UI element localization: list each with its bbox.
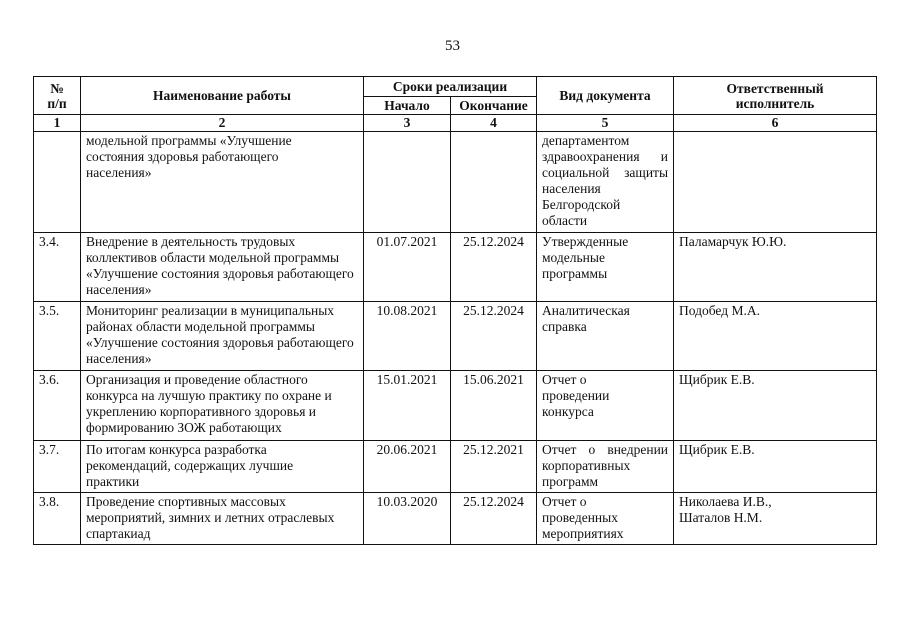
row-resp: Николаева И.В., Шаталов Н.М. [674,493,877,545]
row-resp [674,132,877,233]
table-row [34,302,877,371]
row-end: 25.12.2024 [451,493,537,545]
col-number: 6 [674,115,877,132]
row-resp: Паламарчук Ю.Ю. [674,233,877,302]
row-name: модельной программы «Улучшение состояния здоровья работающего населения» [81,132,364,233]
row-end: 25.12.2021 [451,441,537,493]
row-num: 3.7. [34,441,81,493]
row-num: 3.6. [34,371,81,441]
row-num: 3.4. [34,233,81,302]
row-start [364,132,451,233]
row-end [451,132,537,233]
table-row [34,493,877,545]
row-end: 25.12.2024 [451,233,537,302]
row-start: 15.01.2021 [364,371,451,441]
row-num: 3.8. [34,493,81,545]
row-end: 25.12.2024 [451,302,537,371]
header-end: Окончание [451,97,537,115]
row-name: Организация и проведение областного конкурса на лучшую практику по охране и укреплению корпоративного здоровья и формированию ЗОЖ работающих [81,371,364,441]
row-resp: Щибрик Е.В. [674,441,877,493]
row-resp: Щибрик Е.В. [674,371,877,441]
row-start: 20.06.2021 [364,441,451,493]
row-num [34,132,81,233]
row-num: 3.5. [34,302,81,371]
row-name: Мониторинг реализации в муниципальных районах области модельной программы «Улучшение состояния здоровья работающего населения» [81,302,364,371]
row-doc: департаментом здравоохранения и социальной защиты населения Белгородской области [537,132,674,233]
table-row [34,371,877,441]
row-start: 01.07.2021 [364,233,451,302]
row-doc: Отчет о проведенных мероприятиях [537,493,674,545]
table-row [34,132,877,233]
header-name: Наименование работы [81,77,364,115]
header-doc: Вид документа [537,77,674,115]
work-plan-table [33,76,877,545]
row-end: 15.06.2021 [451,371,537,441]
row-doc: Утвержденные модельные программы [537,233,674,302]
header-terms: Сроки реализации [364,77,537,97]
table-row [34,233,877,302]
table-row [34,441,877,493]
row-start: 10.08.2021 [364,302,451,371]
row-start: 10.03.2020 [364,493,451,545]
row-name: По итогам конкурса разработка рекомендаций, содержащих лучшие практики [81,441,364,493]
row-resp: Подобед М.А. [674,302,877,371]
column-numbers-row [34,115,877,132]
col-number: 4 [451,115,537,132]
row-doc: Аналитическая справка [537,302,674,371]
row-name: Проведение спортивных массовых мероприятий, зимних и летних отраслевых спартакиад [81,493,364,545]
row-name: Внедрение в деятельность трудовых коллективов области модельной программы «Улучшение состояния здоровья работающего населения» [81,233,364,302]
row-doc: Отчет о проведении конкурса [537,371,674,441]
col-number: 3 [364,115,451,132]
col-number: 5 [537,115,674,132]
col-number: 2 [81,115,364,132]
row-doc: Отчет о внедрении корпоративных программ [537,441,674,493]
header-num: № п/п [34,77,81,115]
page-number: 53 [445,38,460,54]
header-start: Начало [364,97,451,115]
header-resp: Ответственный исполнитель [674,77,877,115]
col-number: 1 [34,115,81,132]
